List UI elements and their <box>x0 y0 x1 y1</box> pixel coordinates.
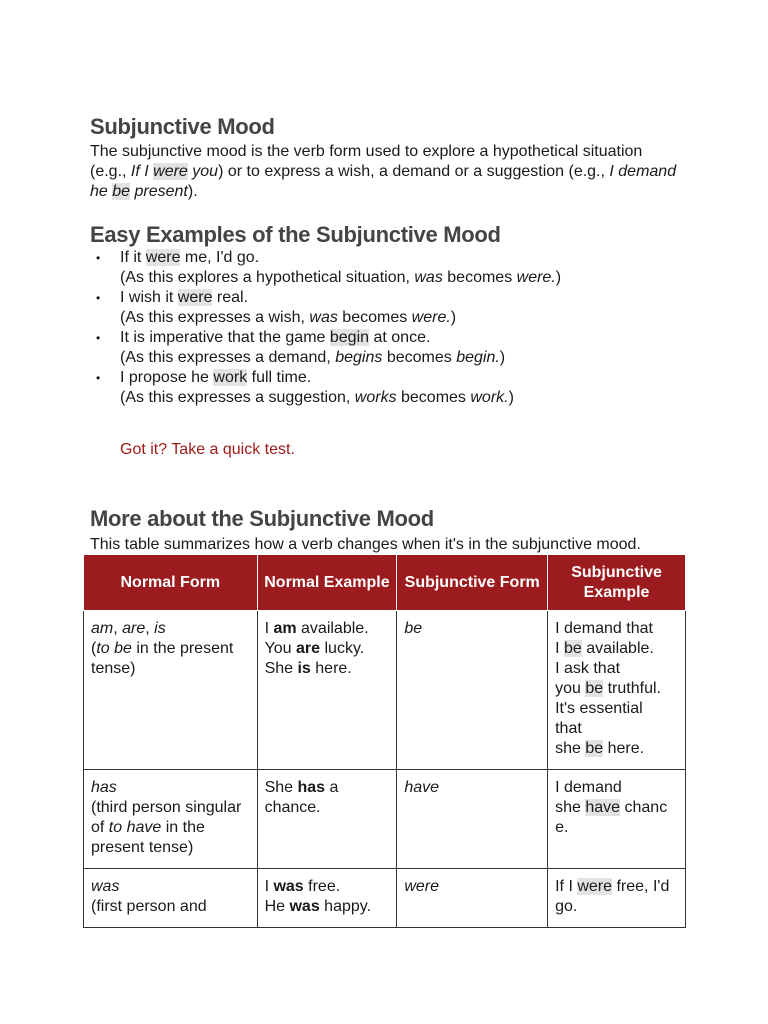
bullet-icon: • <box>96 371 101 385</box>
cell-text: she <box>555 740 586 757</box>
cell-text: free, I'd go. <box>555 878 670 915</box>
quick-test-link[interactable]: Got it? Take a quick test. <box>120 441 295 458</box>
verb-form: is <box>154 620 166 637</box>
subjunctive-form-cell <box>397 770 548 869</box>
intro-text-1: The subjunctive mood is the verb form used to explore a hypothetical situation (e.g., <box>90 143 643 180</box>
cell-text: , <box>145 620 155 637</box>
bullet-icon: • <box>96 291 101 305</box>
cell-text: she <box>555 799 586 816</box>
cell-text: happy. <box>319 898 372 915</box>
document-page <box>90 114 690 915</box>
table-row <box>84 611 686 770</box>
cell-text: lucky. <box>320 640 365 657</box>
intro-example-2-b: present <box>130 183 188 200</box>
verb-form: was <box>91 878 120 895</box>
example-from: was <box>309 309 338 326</box>
more-about-heading: More about the Subjunctive Mood <box>90 506 434 531</box>
verb-highlight: have <box>585 799 621 816</box>
cell-text: I ask that <box>555 660 621 677</box>
page-title: Subjunctive Mood <box>90 114 275 139</box>
example-text: me, I'd go. <box>180 249 260 266</box>
intro-example-2-highlight: be <box>112 183 131 200</box>
verb-highlight: be <box>585 680 604 697</box>
summary-table <box>83 554 686 928</box>
bullet-icon: • <box>96 331 101 345</box>
cell-text: I <box>264 878 274 895</box>
subjunctive-form-cell <box>397 869 548 928</box>
example-highlight: were <box>177 289 213 306</box>
cell-text: He <box>264 898 290 915</box>
example-highlight: were <box>145 249 181 266</box>
verb-form: were <box>404 878 439 895</box>
cell-text: (first person and <box>91 898 207 915</box>
normal-example-cell <box>257 869 397 928</box>
example-from: was <box>414 269 443 286</box>
normal-form-cell <box>84 611 258 770</box>
cell-text: here. <box>603 740 645 757</box>
verb-highlight: be <box>564 640 582 657</box>
example-to: were. <box>411 309 451 326</box>
example-note: (As this expresses a demand, <box>120 349 336 366</box>
cell-text: a chance. <box>264 779 339 816</box>
cell-text: chanc <box>620 799 668 816</box>
example-note: becomes <box>337 309 412 326</box>
verb-bold: are <box>296 640 321 657</box>
cell-text: I <box>555 640 564 657</box>
normal-form-cell <box>84 770 258 869</box>
cell-text: that <box>555 720 582 737</box>
subjunctive-example-cell <box>548 611 686 770</box>
table-header-row <box>84 555 686 611</box>
header-subjunctive-form: Subjunctive Form <box>397 555 548 611</box>
example-text: If it <box>120 249 146 266</box>
example-text: I propose he <box>120 369 214 386</box>
example-note: ) <box>508 389 514 406</box>
table-row <box>84 770 686 869</box>
normal-form-cell <box>84 869 258 928</box>
normal-example-cell <box>257 770 397 869</box>
example-from: begins <box>335 349 383 366</box>
intro-text-3: ). <box>187 183 198 200</box>
cell-text: She <box>264 779 298 796</box>
subjunctive-example-cell <box>548 869 686 928</box>
verb-bold: am <box>273 620 297 637</box>
intro-text-2: ) or to express a wish, a demand or a suggestion (e.g., <box>218 163 610 180</box>
cell-text: She <box>264 660 298 677</box>
verb-highlight: be <box>585 740 604 757</box>
verb-bold: is <box>297 660 311 677</box>
example-to: were. <box>516 269 556 286</box>
example-to: work. <box>470 389 509 406</box>
intro-example-1-highlight: were <box>153 163 188 180</box>
example-note: becomes <box>396 389 471 406</box>
bullet-icon: • <box>96 251 101 265</box>
cell-text: e. <box>555 819 569 836</box>
table-intro-text: This table summarizes how a verb changes when it's in the subjunctive mood. <box>90 536 641 553</box>
cell-text: , <box>113 620 123 637</box>
example-text: at once. <box>369 329 431 346</box>
intro-example-1-a: If I <box>130 163 154 180</box>
subjunctive-example-cell <box>548 770 686 869</box>
example-note: (As this explores a hypothetical situation, <box>120 269 415 286</box>
example-note: becomes <box>382 349 457 366</box>
normal-example-cell <box>257 611 397 770</box>
list-item <box>90 248 690 288</box>
verb-form: have <box>404 779 440 796</box>
examples-list <box>90 248 690 408</box>
intro-example-1-b: you <box>187 163 219 180</box>
intro-example-2-a: I demand he <box>90 163 677 200</box>
example-text: I wish it <box>120 289 178 306</box>
verb-highlight: were <box>577 878 613 895</box>
cell-text: you <box>555 680 586 697</box>
verb-bold: was <box>273 878 304 895</box>
verb-form: to be <box>96 640 132 657</box>
cell-text: free. <box>303 878 341 895</box>
cell-text: truthful. <box>603 680 661 697</box>
list-item <box>90 288 690 328</box>
cell-text: in the present tense) <box>91 819 205 856</box>
cell-text: (third person singular of <box>91 799 242 836</box>
cell-text: You <box>264 640 297 657</box>
example-text: It is imperative that the game <box>120 329 330 346</box>
subjunctive-form-cell <box>397 611 548 770</box>
header-normal-example: Normal Example <box>257 555 397 611</box>
cell-text: It's essential <box>555 700 643 717</box>
example-note: ) <box>450 309 457 326</box>
cell-text: in the present tense) <box>91 640 234 677</box>
verb-form: be <box>404 620 423 637</box>
example-to: begin. <box>456 349 500 366</box>
example-note: (As this expresses a wish, <box>120 309 310 326</box>
verb-form: to have <box>108 819 162 836</box>
example-note: (As this expresses a suggestion, <box>120 389 355 406</box>
verb-bold: was <box>289 898 320 915</box>
header-subjunctive-example: Subjunctive Example <box>548 555 686 611</box>
cell-text: available. <box>581 640 654 657</box>
verb-bold: has <box>297 779 326 796</box>
cell-text: here. <box>310 660 352 677</box>
example-highlight: work <box>213 369 248 386</box>
cell-text: available. <box>296 620 369 637</box>
easy-examples-heading: Easy Examples of the Subjunctive Mood <box>90 222 501 247</box>
verb-form: has <box>91 779 117 796</box>
example-from: works <box>354 389 397 406</box>
verb-form: are <box>122 620 146 637</box>
example-highlight: begin <box>329 329 370 346</box>
example-note: ) <box>555 269 562 286</box>
list-item <box>90 368 690 408</box>
example-text: real. <box>212 289 249 306</box>
intro-paragraph <box>90 142 680 202</box>
cell-text: I <box>264 620 274 637</box>
example-note: ) <box>499 349 506 366</box>
verb-form: am <box>91 620 114 637</box>
cell-text: If I <box>555 878 578 895</box>
cell-text: I demand that <box>555 620 653 637</box>
example-note: becomes <box>442 269 517 286</box>
table-row <box>84 869 686 928</box>
list-item <box>90 328 690 368</box>
cell-text: I demand <box>555 779 622 796</box>
cell-text: ( <box>91 640 97 657</box>
example-text: full time. <box>247 369 312 386</box>
header-normal-form: Normal Form <box>84 555 258 611</box>
